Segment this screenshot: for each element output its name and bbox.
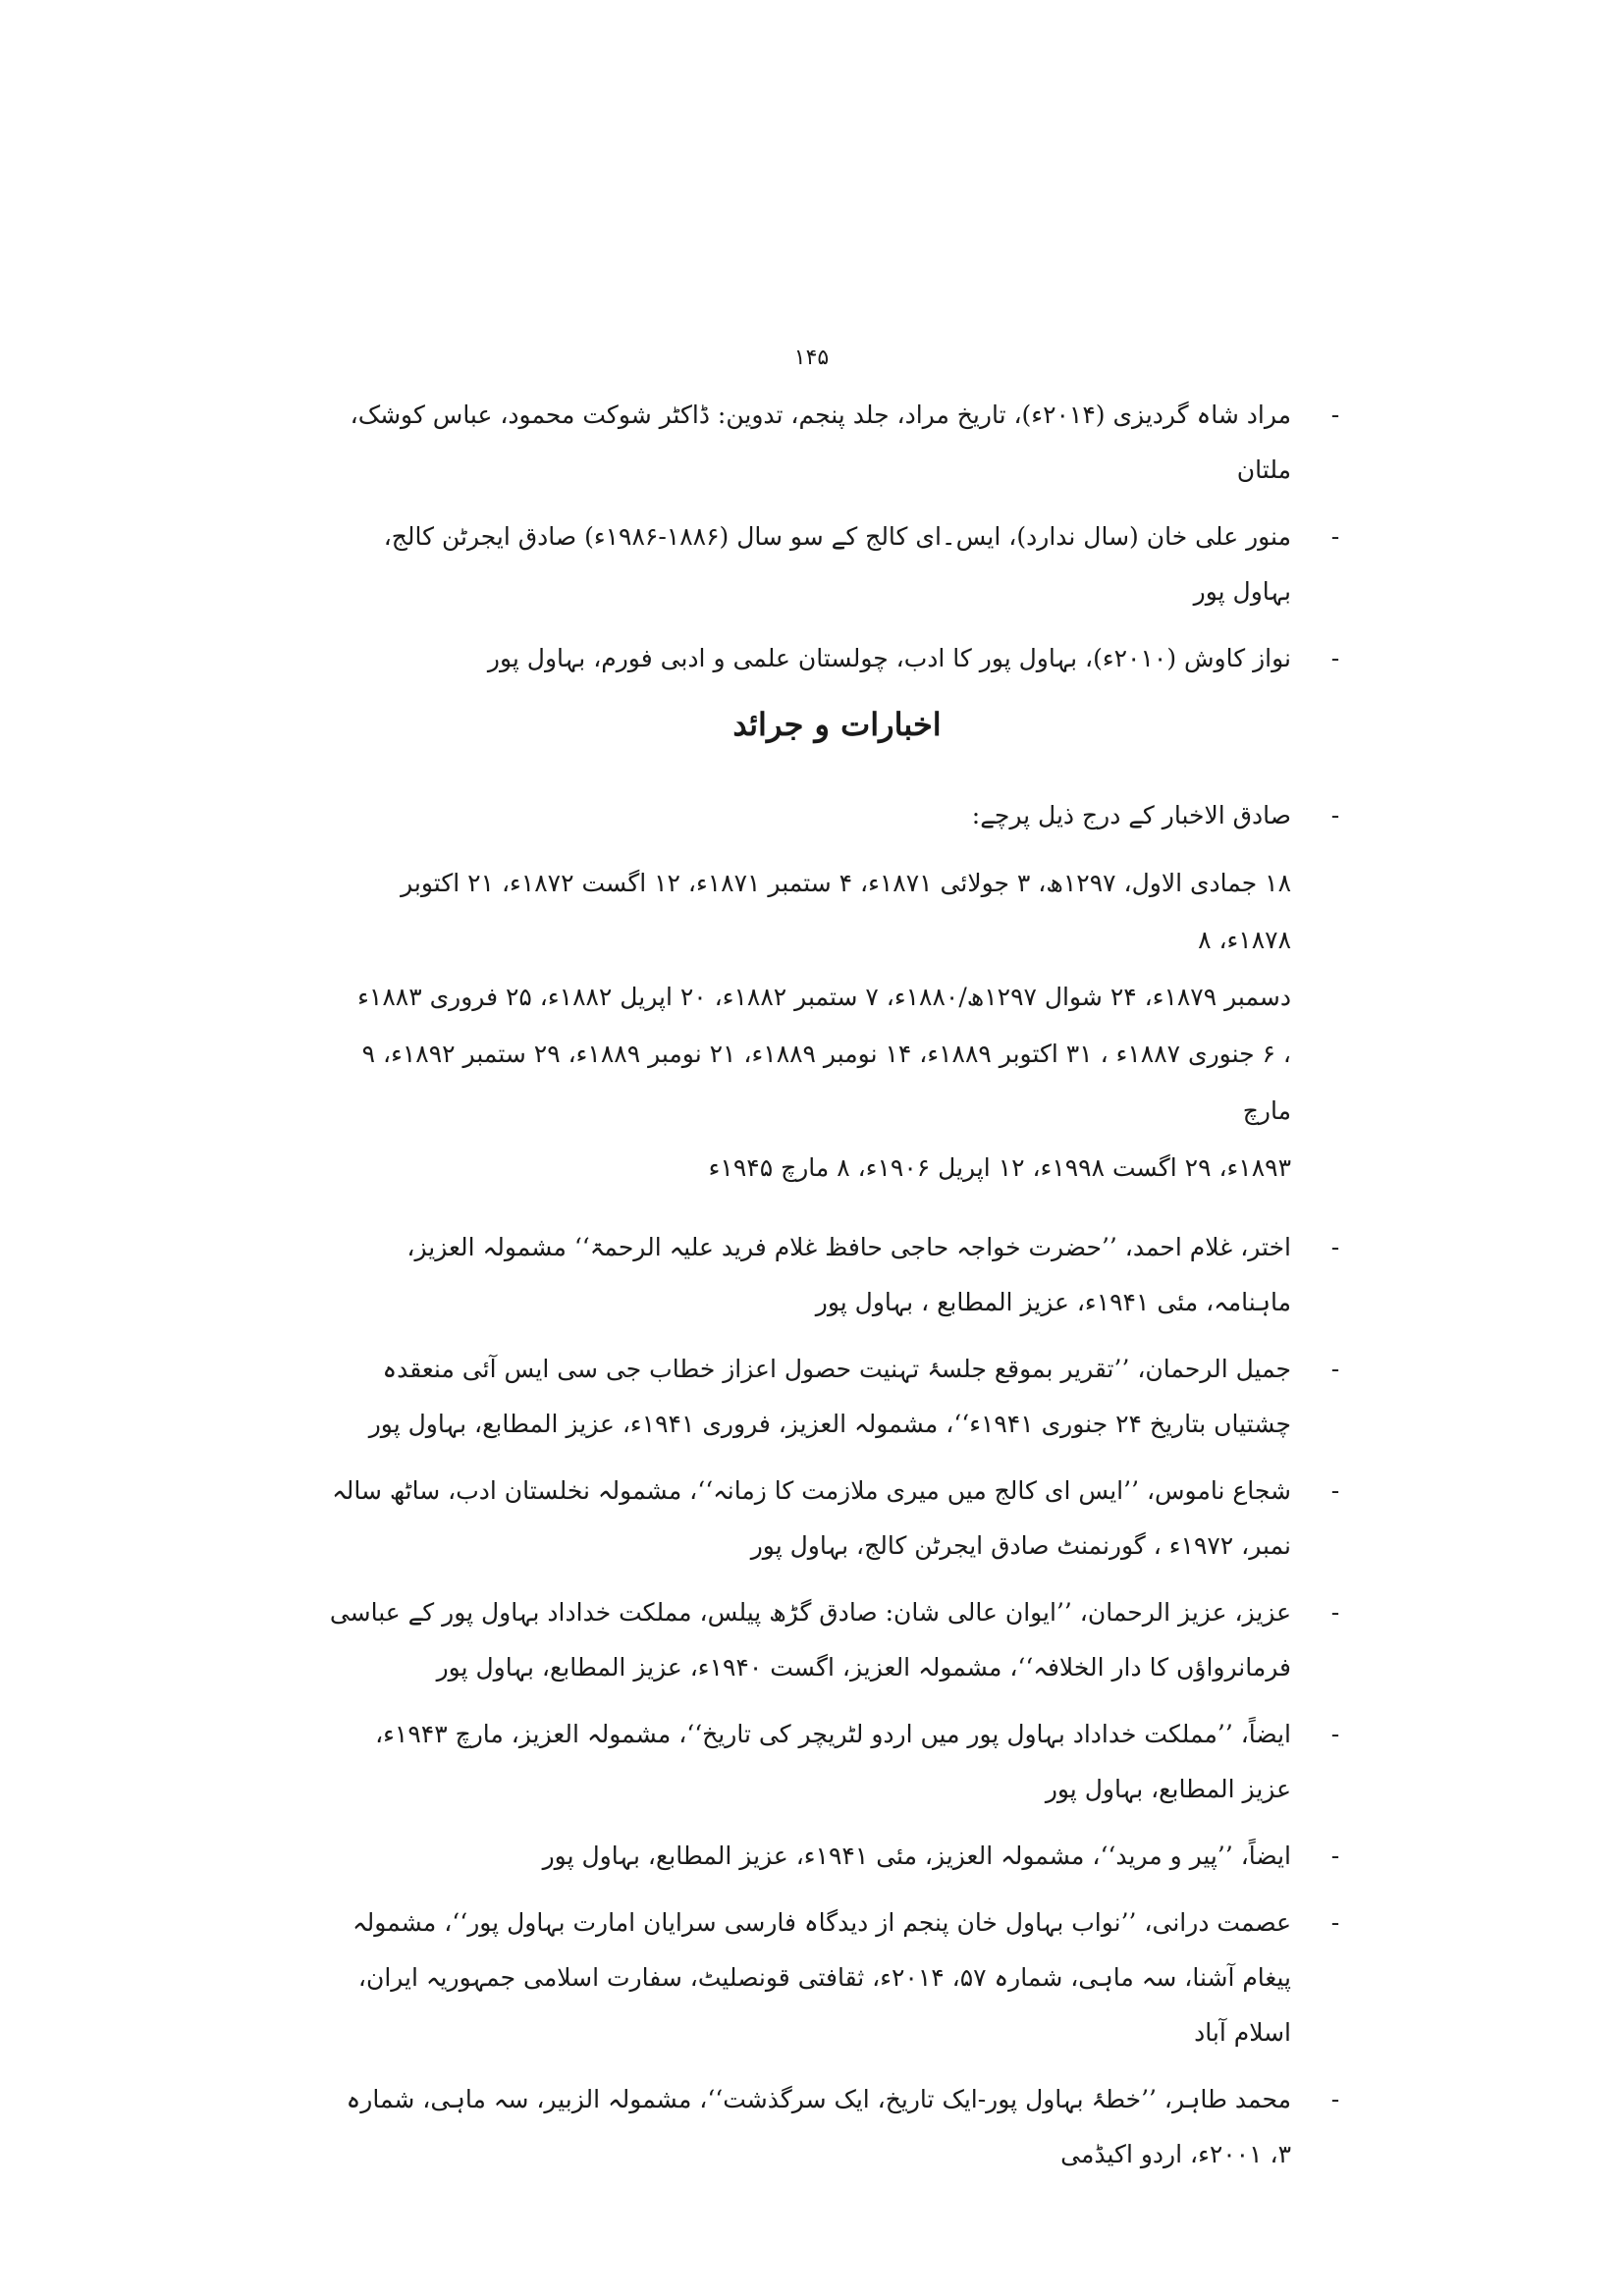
book-entry <box>324 509 1350 619</box>
entry-text: جمیل الرحمان، ’’تقریر بموقع جلسۂ تہنیت حصول اعزاز خطاب جی سی ایس آئی منعقدہ چشتیاں بتاریخ ۲۴ جنوری ۱۹۴۱ء‘‘، مشمولہ العزیز، فروری ۱۹۴۱ء، عزیز المطابع، بہاول پور <box>368 1355 1291 1438</box>
entry-text: ایضاً، ’’پیر و مرید‘‘، مشمولہ العزیز، مئی ۱۹۴۱ء، عزیز المطابع، بہاول پور <box>542 1842 1291 1870</box>
bullet-dash: - <box>1330 400 1340 429</box>
bullet-dash: - <box>1330 522 1340 551</box>
article-entry <box>324 1464 1350 1574</box>
entry-text: عزیز، عزیز الرحمان، ’’ایوان عالی شان: صادق گڑھ پیلس، مملکت خداداد بہاول پور کے عباسی فرمانرواؤں کا دار الخلافہ‘‘، مشمولہ العزیز، اگست ۱۹۴۰ء، عزیز المطابع، بہاول پور <box>329 1598 1291 1682</box>
article-entry <box>324 1585 1350 1695</box>
entry-text: شجاع ناموس، ’’ایس ای کالج میں میری ملازمت کا زمانہ‘‘، مشمولہ نخلستان ادب، ساٹھ سالہ نمبر، ۱۹۷۲ء ، گورنمنٹ صادق ایجرٹن کالج، بہاول پور <box>332 1476 1291 1560</box>
date-line: ۱۸۹۳ء، ۲۹ اگست ۱۹۹۸ء، ۱۲ اپریل ۱۹۰۶ء، ۸ مارچ ۱۹۴۵ء <box>708 1153 1291 1182</box>
bullet-dash: - <box>1330 1476 1340 1505</box>
entry-text: صادق الاخبار کے درج ذیل پرچے: <box>971 801 1291 829</box>
entry-text: منور علی خان (سال ندارد)، ایس۔ای کالج کے سو سال (۱۸۸۶-۱۹۸۶ء) صادق ایجرٹن کالج، بہاول پور <box>383 522 1291 606</box>
bullet-dash: - <box>1330 1720 1340 1748</box>
page-number: ۱۴۵ <box>793 346 830 370</box>
book-entry <box>324 631 1350 686</box>
entry-text: ایضاً، ’’مملکت خداداد بہاول پور میں اردو لٹریچر کی تاریخ‘‘، مشمولہ العزیز، مارچ ۱۹۴۳ء، عزیز المطابع، بہاول پور <box>375 1720 1291 1803</box>
article-entry <box>324 1342 1350 1452</box>
article-entry <box>324 1220 1350 1330</box>
bullet-dash: - <box>1330 1908 1340 1937</box>
entry-text: محمد طاہر، ’’خطۂ بہاول پور-ایک تاریخ، ایک سرگذشت‘‘، مشمولہ الزبیر، سہ ماہی، شمارہ ۳، ۲۰۰۱ء، اردو اکیڈمی <box>346 2085 1291 2168</box>
bullet-dash: - <box>1330 2085 1340 2113</box>
sadiq-dates <box>324 855 1350 1197</box>
entry-text: نواز کاوش (۲۰۱۰ء)، بہاول پور کا ادب، چولستان علمی و ادبی فورم، بہاول پور <box>487 644 1291 672</box>
entry-text: مراد شاہ گردیزی (۲۰۱۴ء)، تاریخ مراد، جلد پنجم، تدوین: ڈاکٹر شوکت محمود، عباس کوشک، ملتان <box>350 400 1291 484</box>
section-heading: اخبارات و جرائد <box>732 706 942 743</box>
bibliography <box>324 388 1350 2194</box>
entry-text: اختر، غلام احمد، ’’حضرت خواجہ حاجی حافظ غلام فرید علیہ الرحمۃ‘‘ مشمولہ العزیز، ماہنامہ، مئی ۱۹۴۱ء، عزیز المطابع ، بہاول پور <box>406 1233 1291 1316</box>
date-line: ، ۶ جنوری ۱۸۸۷ء ، ۳۱ اکتوبر ۱۸۸۹ء، ۱۴ نومبر ۱۸۸۹ء، ۲۱ نومبر ۱۸۸۹ء، ۲۹ ستمبر ۱۸۹۲ء، ۹ مارچ <box>361 1040 1291 1125</box>
bullet-dash: - <box>1330 1355 1340 1383</box>
sadiq-intro <box>324 788 1350 843</box>
book-entry <box>324 388 1350 498</box>
article-entry <box>324 1896 1350 2060</box>
date-line: دسمبر ۱۸۷۹ء، ۲۴ شوال ۱۲۹۷ھ/۱۸۸۰ء، ۷ ستمبر ۱۸۸۲ء، ۲۰ اپریل ۱۸۸۲ء، ۲۵ فروری ۱۸۸۳ء <box>357 983 1291 1011</box>
article-entry <box>324 2072 1350 2182</box>
bullet-dash: - <box>1330 1598 1340 1627</box>
bullet-dash: - <box>1330 801 1340 829</box>
bullet-dash: - <box>1330 1842 1340 1870</box>
article-entry <box>324 1707 1350 1817</box>
bullet-dash: - <box>1330 644 1340 672</box>
bullet-dash: - <box>1330 1233 1340 1261</box>
date-line: ۱۸ جمادی الاول، ۱۲۹۷ھ، ۳ جولائی ۱۸۷۱ء، ۴ ستمبر ۱۸۷۱ء، ۱۲ اگست ۱۸۷۲ء، ۲۱ اکتوبر ۱۸۷۸ء، ۸ <box>401 869 1291 954</box>
entry-text: عصمت درانی، ’’نواب بہاول خان پنجم از دیدگاہ فارسی سرایان امارت بہاول پور‘‘، مشمولہ پیغام آشنا، سہ ماہی، شمارہ ۵۷، ۲۰۱۴ء، ثقافتی قونصلیٹ، سفارت اسلامی جمہوریہ ایران، اسلام آباد <box>352 1908 1291 2047</box>
article-entry <box>324 1829 1350 1884</box>
